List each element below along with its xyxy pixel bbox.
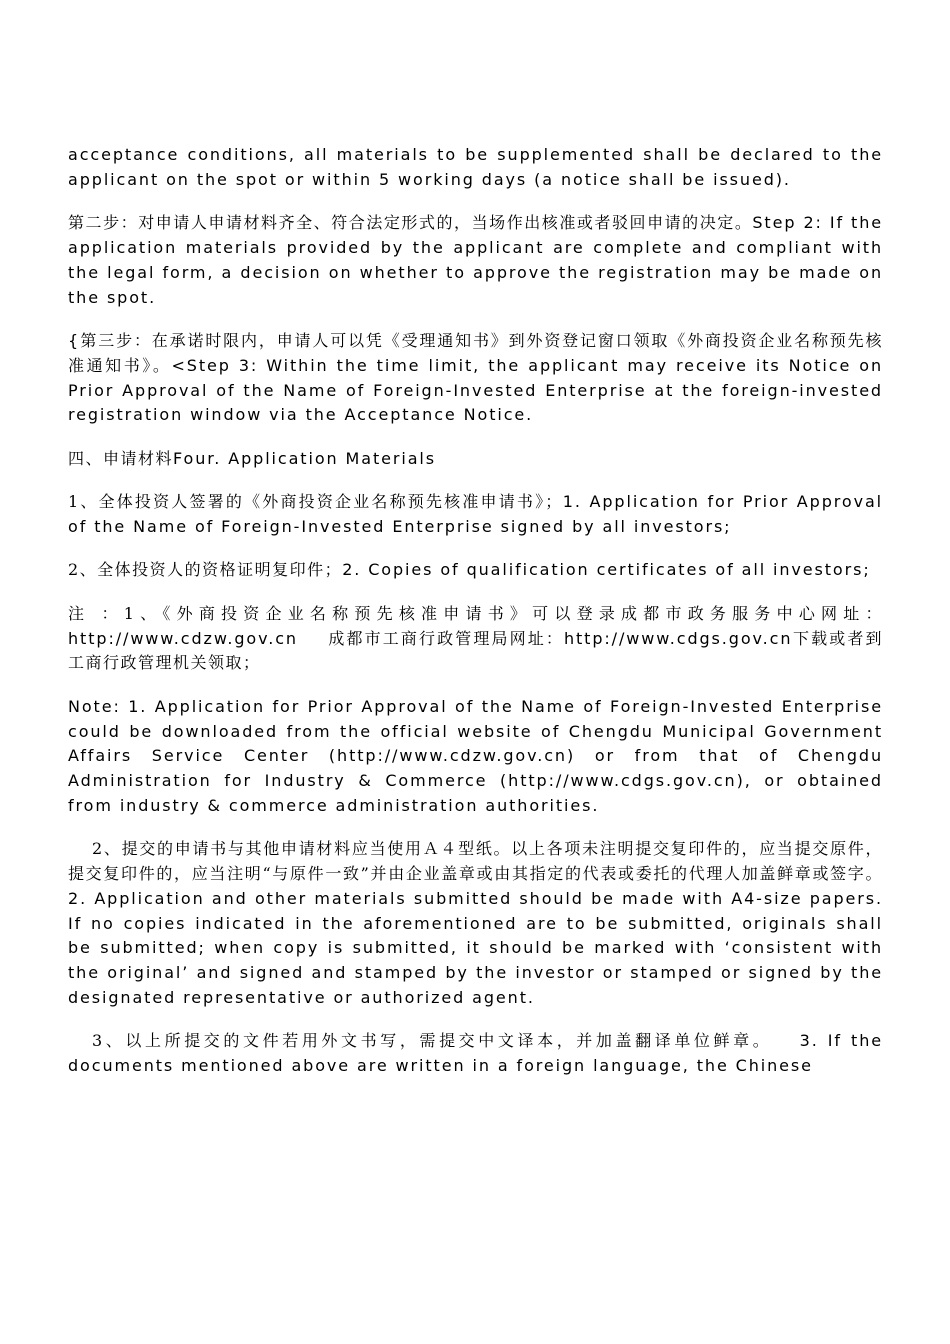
paragraph-translation-requirements: [68, 1029, 883, 1079]
document-page: [68, 143, 883, 1098]
paragraph-paper-requirements: [68, 837, 883, 1011]
note-text-zh: 成都市工商行政管理局网址：: [328, 628, 564, 648]
paragraph-text-en: <Step 3: Within the time limit, the applicant may receive its Notice on Prior Approval of the Name of Foreign-Invested Enterprise at the foreign-invested registration window via the Acceptance Notice.: [68, 355, 883, 425]
note-chinese: [68, 602, 883, 676]
paragraph-acceptance-conditions: [68, 143, 883, 193]
list-item-material-1: [68, 490, 883, 540]
paragraph-text-zh: 1、全体投资人签署的《外商投资企业名称预先核准申请书》；: [68, 492, 563, 512]
paragraph-text-zh: 2、提交的申请书与其他申请材料应当使用Ａ４型纸。以上各项未注明提交复印件的，应当提交原件，提交复印件的，应当注明“与原件一致”并由企业盖章或由其指定的代表或委托的代理人加盖鲜章或签字。: [68, 839, 883, 884]
section-heading-application-materials: [68, 447, 883, 472]
paragraph-prefix: {: [68, 330, 81, 350]
website-link-cdzw[interactable]: http://www.cdzw.gov.cn: [68, 628, 298, 648]
paragraph-step-2: [68, 211, 883, 310]
paragraph-text-zh: 第二步：对申请人申请材料齐全、符合法定形式的，当场作出核准或者驳回申请的决定。: [68, 213, 753, 233]
paragraph-text-zh: 3、以上所提交的文件若用外文书写，需提交中文译本，并加盖翻译单位鲜章。: [92, 1031, 773, 1051]
heading-text-zh: 四、申请材料: [68, 448, 174, 468]
note-english: [68, 695, 883, 819]
paragraph-text-en: 1. Application for Prior Approval of the Name of Foreign-Invested Enterprise signed by all investors;: [68, 492, 883, 536]
paragraph-text-en: 3. If the documents mentioned above are written in a foreign language, the Chinese: [68, 1031, 883, 1076]
paragraph-text: Note: 1. Application for Prior Approval of the Name of Foreign-Invested Enterprise could be downloaded from the official website of Chengdu Municipal Government Affairs Service Center (http://www.cdzw.gov.cn) or from that of Chengdu Administration for Industry & Commerce (http://www.cdgs.gov.cn), or obtained from industry & commerce administration authorities.: [68, 696, 883, 815]
paragraph-step-3: [68, 329, 883, 428]
paragraph-text: acceptance conditions, all materials to be supplemented shall be declared to the applicant on the spot or within 5 working days (a notice shall be issued).: [68, 145, 883, 189]
note-text-zh: 下载或者到工商行政管理机关领取；: [68, 628, 883, 673]
paragraph-text-en: 2. Copies of qualification certificates of all investors;: [342, 560, 871, 580]
paragraph-text-en: 2. Application and other materials submitted should be made with A4-size papers. If no copies indicated in the aforementioned are to be submitted, originals shall be submitted; when copy is submitted, it should be marked with ‘consistent with the original’ and signed and stamped by the investor or stamped or signed by the designated representative or authorized agent.: [68, 888, 883, 1008]
note-text-zh: 注 ：1、《外商投资企业名称预先核准申请书》可以登录成都市政务服务中心网址：: [68, 603, 883, 623]
heading-text-en: Four. Application Materials: [173, 448, 436, 468]
paragraph-text-zh: 2、全体投资人的资格证明复印件；: [68, 560, 343, 580]
list-item-material-2: [68, 558, 883, 583]
paragraph-text-zh: 第三步：在承诺时限内，申请人可以凭《受理通知书》到外资登记窗口领取《外商投资企业名称预先核准通知书》。: [68, 330, 883, 375]
website-link-cdgs[interactable]: http://www.cdgs.gov.cn: [563, 628, 793, 648]
paragraph-text-en: Step 2: If the application materials provided by the applicant are complete and compliant with the legal form, a decision on whether to approve the registration may be made on the spot.: [68, 213, 883, 307]
